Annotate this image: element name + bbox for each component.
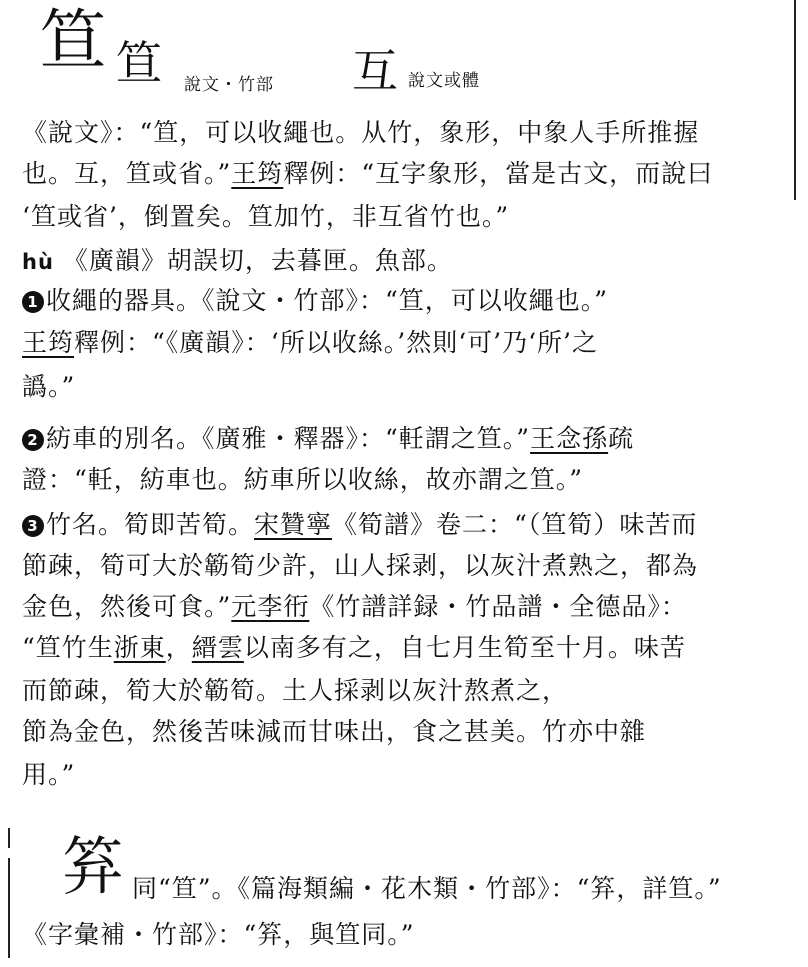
person-name: 王筠 [231,159,284,188]
margin-rule [794,0,796,200]
dynasty-name: 元 [231,592,258,621]
sense-3-line-7: 用。” [22,760,76,789]
sense-3-line-1: 3 竹名。筍即苦筍。宋贊寧《筍譜》卷二：“（笪筍）味苦而 [22,510,697,540]
sense-number-badge: 3 [22,515,44,537]
place-name: 浙東 [113,633,166,662]
person-name: 王筠 [22,328,75,357]
headword-variant: 笲 [62,830,123,903]
place-name: 縉雲 [191,633,244,662]
person-name: 王念孫 [530,424,609,453]
sense-3-line-4: “笪竹生浙東，縉雲以南多有之，自七月生筍至十月。味苦 [22,633,686,662]
margin-rule [8,858,10,958]
sense-3-line-3: 金色，然後可食。”元李衎《竹譜詳録・竹品譜・全德品》： [22,592,687,621]
sense-3-line-2: 節疎，筍可大於簕筍少許，山人採剥，以灰汁煮熟之，都為 [22,551,699,580]
sense-1-line-2: 王筠釋例：“《廣韻》：‘所以收絲。’然則‘可’乃‘所’之 [22,328,598,357]
headword-main: 笪 [40,2,104,79]
dynasty-name: 宋 [254,510,281,539]
variant-line-1: 同“笪”。《篇海類編・花木類・竹部》：“笲，詳笪。” [132,874,722,903]
sense-2-line-1: 2 紡車的別名。《廣雅・釋器》：“軠謂之笪。”王念孫疏 [22,424,634,454]
shuowen-line-1: 《說文》：“笪，可以收繩也。从竹，象形，中象人手所推握 [22,118,700,147]
pronunciation-line: hù 《廣韻》胡誤切，去暮匣。魚部。 [22,246,453,275]
sense-2-line-2: 證：“軠，紡車也。紡車所以收絲，故亦謂之笪。” [22,465,584,494]
seal-caption-2: 說文或體 [408,71,480,91]
sense-3-line-6: 節為金色，然後苦味減而甘味出，食之甚美。竹亦中雜 [22,717,647,746]
shuowen-line-3: ‘笪或省’，倒置矣。笪加竹，非互省竹也。” [22,202,510,231]
person-name: 贊寧 [280,510,333,539]
seal-form-1: 笪 [116,36,162,90]
sense-number-badge: 2 [22,429,44,451]
pinyin: hù [22,250,54,274]
shuowen-line-2: 也。互，笪或省。”王筠釋例：“互字象形，當是古文，而說曰 [22,159,714,188]
variant-line-2: 《字彙補・竹部》：“笲，與笪同。” [22,920,415,949]
seal-caption-1: 說文・竹部 [184,75,274,95]
sense-3-line-5: 而節疎，筍大於簕筍。土人採剥以灰汁熬煮之， [22,676,569,705]
person-name: 李衎 [257,592,310,621]
margin-rule [8,828,10,848]
sense-number-badge: 1 [22,291,44,313]
sense-1-line-1: 1 收繩的器具。《說文・竹部》：“笪，可以收繩也。” [22,286,608,316]
seal-form-2: 互 [352,44,398,98]
sense-1-line-3: 譌。” [22,372,76,401]
